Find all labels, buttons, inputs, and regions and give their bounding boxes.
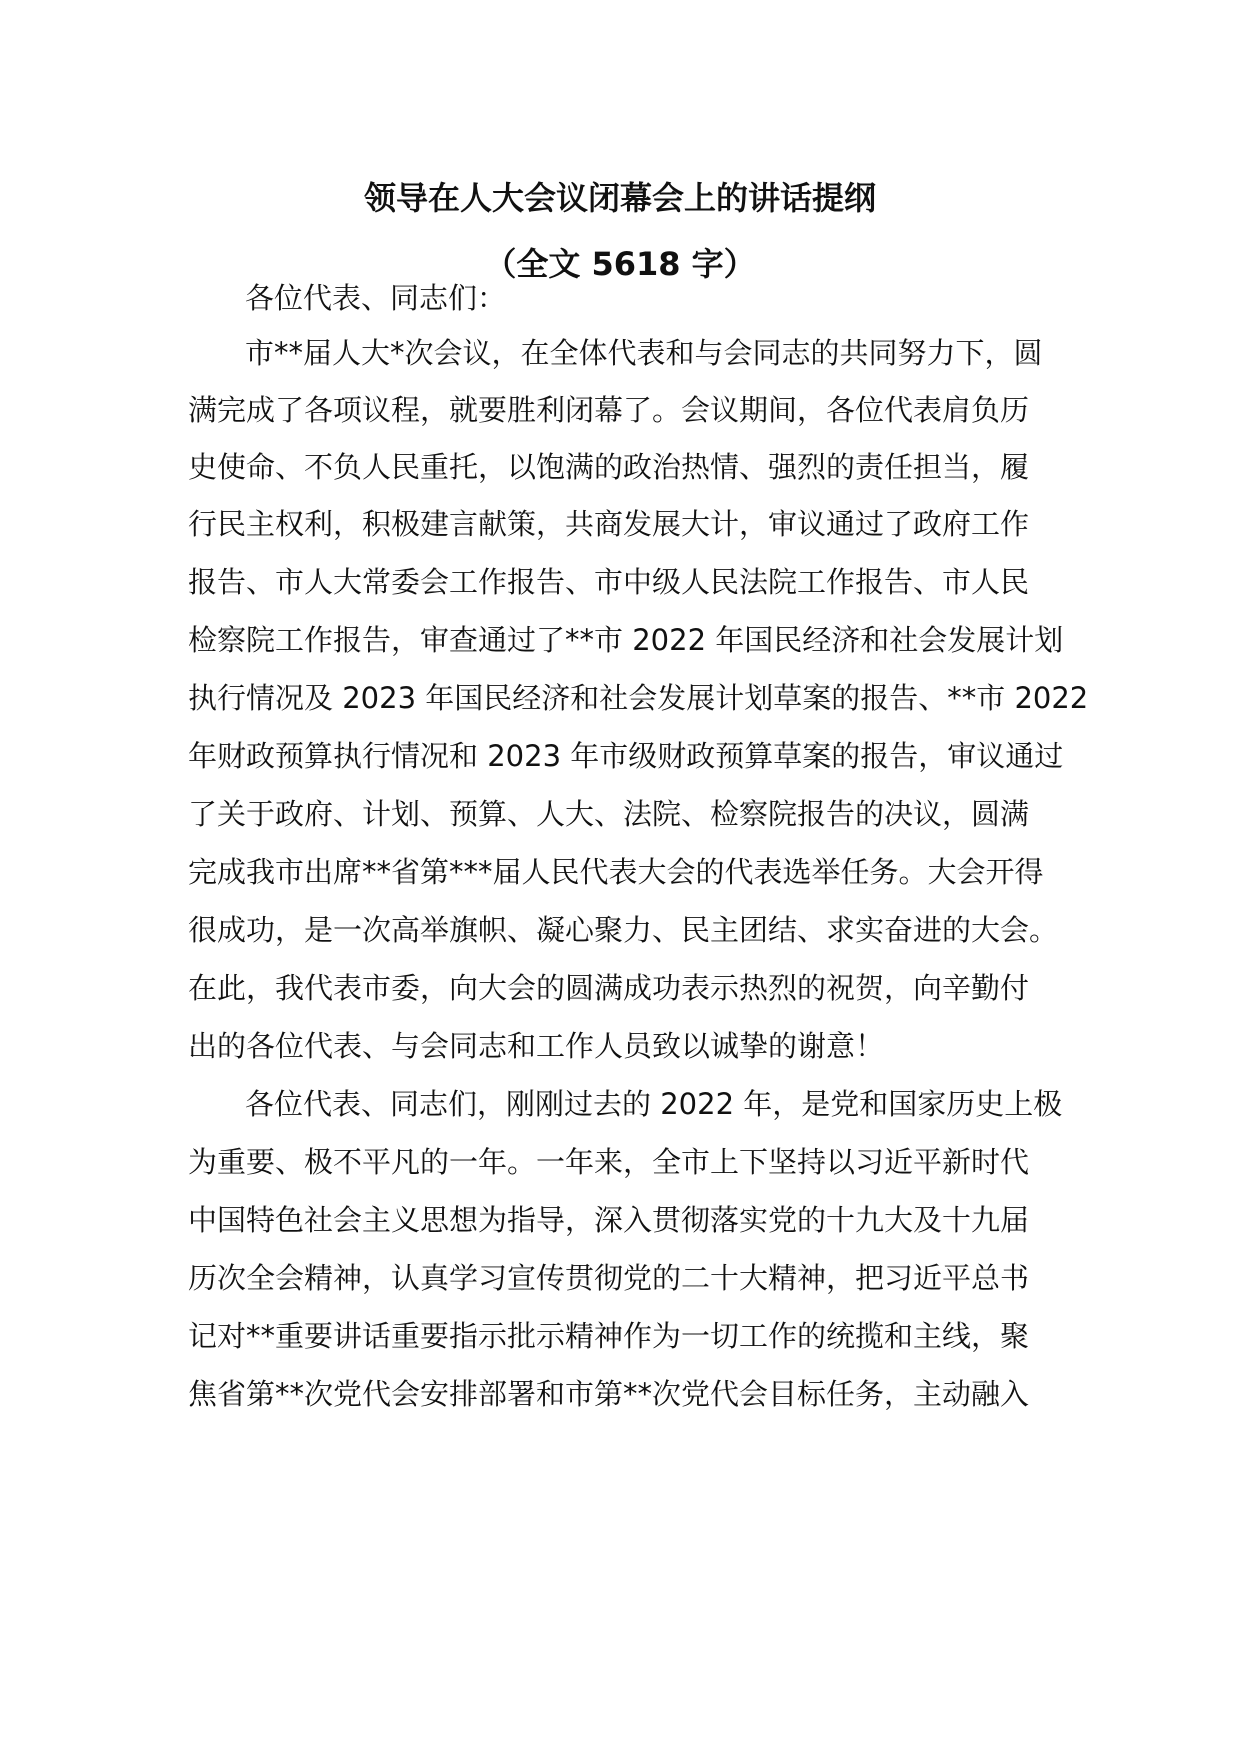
document-title: 领导在人大会议闭幕会上的讲话提纲 (363, 179, 876, 217)
paragraph-line: 执行情况及 2023 年国民经济和社会发展计划草案的报告、**市 2022 (188, 681, 1089, 715)
paragraph-line: 满完成了各项议程，就要胜利闭幕了。会议期间，各位代表肩负历 (188, 393, 1030, 427)
salutation: 各位代表、同志们： (245, 281, 507, 315)
paragraph-line: 很成功，是一次高举旗帜、凝心聚力、民主团结、求实奋进的大会。 (188, 913, 1059, 947)
paragraph-line: 检察院工作报告，审查通过了**市 2022 年国民经济和社会发展计划 (188, 623, 1064, 657)
paragraph-line: 历次全会精神，认真学习宣传贯彻党的二十大精神，把习近平总书 (188, 1261, 1030, 1295)
paragraph-line: 记对**重要讲话重要指示批示精神作为一切工作的统揽和主线，聚 (188, 1319, 1030, 1353)
document-subtitle: （全文 5618 字） (484, 245, 756, 283)
paragraph-line: 各位代表、同志们，刚刚过去的 2022 年，是党和国家历史上极 (245, 1087, 1063, 1121)
paragraph-line: 报告、市人大常委会工作报告、市中级人民法院工作报告、市人民 (188, 565, 1030, 599)
paragraph-line: 出的各位代表、与会同志和工作人员致以诚挚的谢意！ (188, 1029, 885, 1063)
paragraph-line: 完成我市出席**省第***届人民代表大会的代表选举任务。大会开得 (188, 855, 1044, 889)
paragraph-line: 了关于政府、计划、预算、人大、法院、检察院报告的决议，圆满 (188, 797, 1030, 831)
paragraph-line: 市**届人大*次会议，在全体代表和与会同志的共同努力下，圆 (245, 336, 1043, 370)
paragraph-line: 行民主权利，积极建言献策，共商发展大计，审议通过了政府工作 (188, 507, 1030, 541)
paragraph-line: 焦省第**次党代会安排部署和市第**次党代会目标任务，主动融入 (188, 1377, 1030, 1411)
paragraph-line: 为重要、极不平凡的一年。一年来，全市上下坚持以习近平新时代 (188, 1145, 1030, 1179)
paragraph-line: 在此，我代表市委，向大会的圆满成功表示热烈的祝贺，向辛勤付 (188, 971, 1030, 1005)
paragraph-line: 史使命、不负人民重托，以饱满的政治热情、强烈的责任担当，履 (188, 450, 1030, 484)
paragraph-line: 年财政预算执行情况和 2023 年市级财政预算草案的报告，审议通过 (188, 739, 1064, 773)
paragraph-line: 中国特色社会主义思想为指导，深入贯彻落实党的十九大及十九届 (188, 1203, 1030, 1237)
